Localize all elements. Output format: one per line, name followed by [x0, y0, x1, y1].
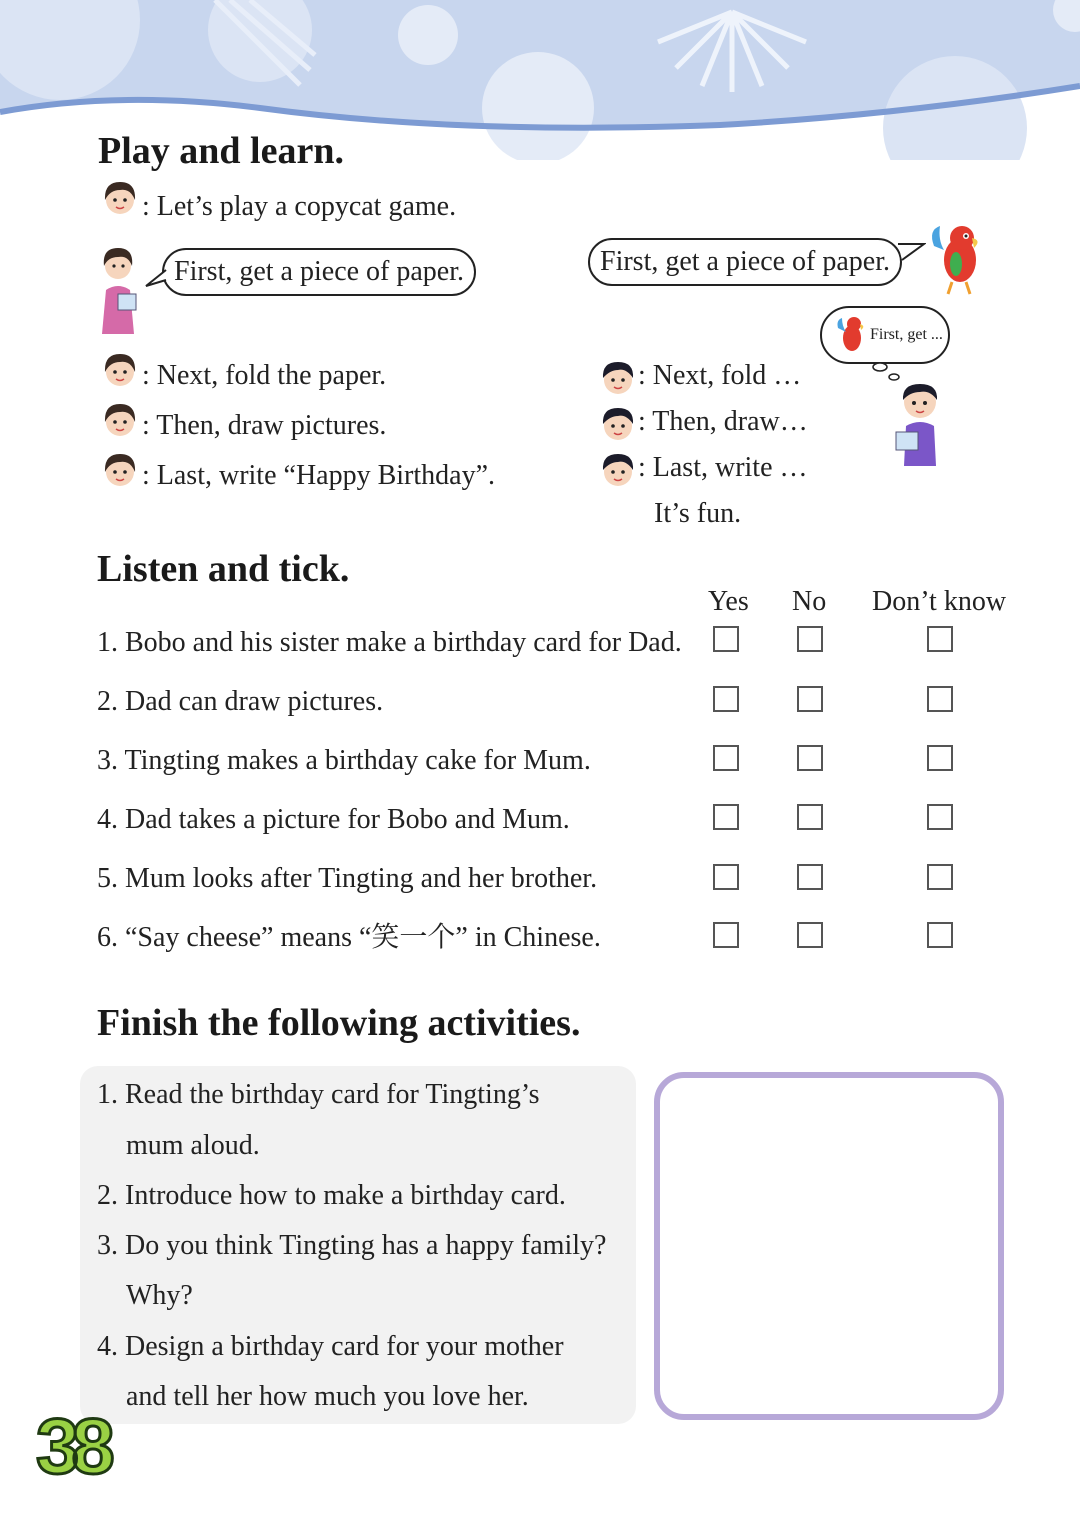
parrot-speech-bubble: First, get a piece of paper. — [588, 238, 902, 286]
tick-item-1: 1. Bobo and his sister make a birthday card for Dad. — [97, 627, 682, 658]
activity-line-1-cont: mum aloud. — [126, 1130, 260, 1161]
checkbox-3-dont-know[interactable] — [927, 745, 953, 771]
teacher-figure-icon — [96, 244, 144, 336]
bubble-tail-left — [144, 268, 168, 288]
activity-line-4-cont: and tell her how much you love her. — [126, 1381, 529, 1412]
boy-line-1: : Next, fold … — [638, 360, 802, 391]
checkbox-5-yes[interactable] — [713, 864, 739, 890]
finish-activities-title: Finish the following activities. — [97, 1002, 581, 1044]
activity-line-2: 2. Introduce how to make a birthday card. — [97, 1180, 566, 1211]
checkbox-6-dont-know[interactable] — [927, 922, 953, 948]
checkbox-1-no[interactable] — [797, 626, 823, 652]
checkbox-4-no[interactable] — [797, 804, 823, 830]
boy-line-2: : Then, draw… — [638, 406, 808, 437]
boy-line-3: : Last, write … — [638, 452, 808, 483]
activity-line-3: 3. Do you think Tingting has a happy family? — [97, 1230, 607, 1261]
parrot-small-icon — [834, 314, 868, 356]
teacher-line-3: : Then, draw pictures. — [142, 410, 387, 441]
parrot-icon — [926, 220, 988, 296]
teacher-face-icon — [100, 350, 140, 392]
teacher-line-4: : Last, write “Happy Birthday”. — [142, 460, 496, 491]
boy-line-4: It’s fun. — [654, 498, 742, 529]
activity-line-4: 4. Design a birthday card for your mother — [97, 1331, 564, 1362]
tick-item-5: 5. Mum looks after Tingting and her brother. — [97, 863, 598, 894]
column-header-dont-know: Don’t know — [872, 586, 1007, 617]
teacher-speech-bubble: First, get a piece of paper. — [162, 248, 476, 296]
boy-face-icon — [598, 358, 638, 400]
tick-item-6: 6. “Say cheese” means “笑一个” in Chinese. — [97, 922, 601, 953]
checkbox-2-no[interactable] — [797, 686, 823, 712]
listen-and-tick-title: Listen and tick. — [97, 548, 350, 590]
bubble-tail-right — [896, 240, 926, 264]
column-header-no: No — [792, 586, 827, 617]
teacher-line-1: : Let’s play a copycat game. — [142, 191, 457, 222]
tick-item-3: 3. Tingting makes a birthday cake for Mum. — [97, 745, 591, 776]
checkbox-4-yes[interactable] — [713, 804, 739, 830]
checkbox-2-dont-know[interactable] — [927, 686, 953, 712]
activity-line-1: 1. Read the birthday card for Tingting’s — [97, 1079, 540, 1110]
checkbox-1-dont-know[interactable] — [927, 626, 953, 652]
checkbox-4-dont-know[interactable] — [927, 804, 953, 830]
tick-item-4: 4. Dad takes a picture for Bobo and Mum. — [97, 804, 570, 835]
teacher-face-icon — [100, 178, 140, 220]
boy-face-icon — [598, 404, 638, 446]
tick-item-2: 2. Dad can draw pictures. — [97, 686, 384, 717]
checkbox-6-yes[interactable] — [713, 922, 739, 948]
boy-figure-icon — [890, 378, 946, 468]
teacher-line-2: : Next, fold the paper. — [142, 360, 387, 391]
boy-face-icon — [598, 450, 638, 492]
checkbox-6-no[interactable] — [797, 922, 823, 948]
play-and-learn-title: Play and learn. — [98, 130, 344, 172]
column-header-yes: Yes — [708, 586, 749, 617]
checkbox-3-yes[interactable] — [713, 745, 739, 771]
page-number: 38 — [36, 1402, 107, 1490]
checkbox-5-no[interactable] — [797, 864, 823, 890]
teacher-face-icon — [100, 400, 140, 442]
checkbox-3-no[interactable] — [797, 745, 823, 771]
teacher-face-icon — [100, 450, 140, 492]
checkbox-2-yes[interactable] — [713, 686, 739, 712]
thought-text: First, get ... — [870, 326, 943, 343]
thought-bubble — [820, 306, 950, 364]
activity-line-3-cont: Why? — [126, 1280, 193, 1311]
drawing-box[interactable] — [654, 1072, 1004, 1420]
checkbox-1-yes[interactable] — [713, 626, 739, 652]
checkbox-5-dont-know[interactable] — [927, 864, 953, 890]
